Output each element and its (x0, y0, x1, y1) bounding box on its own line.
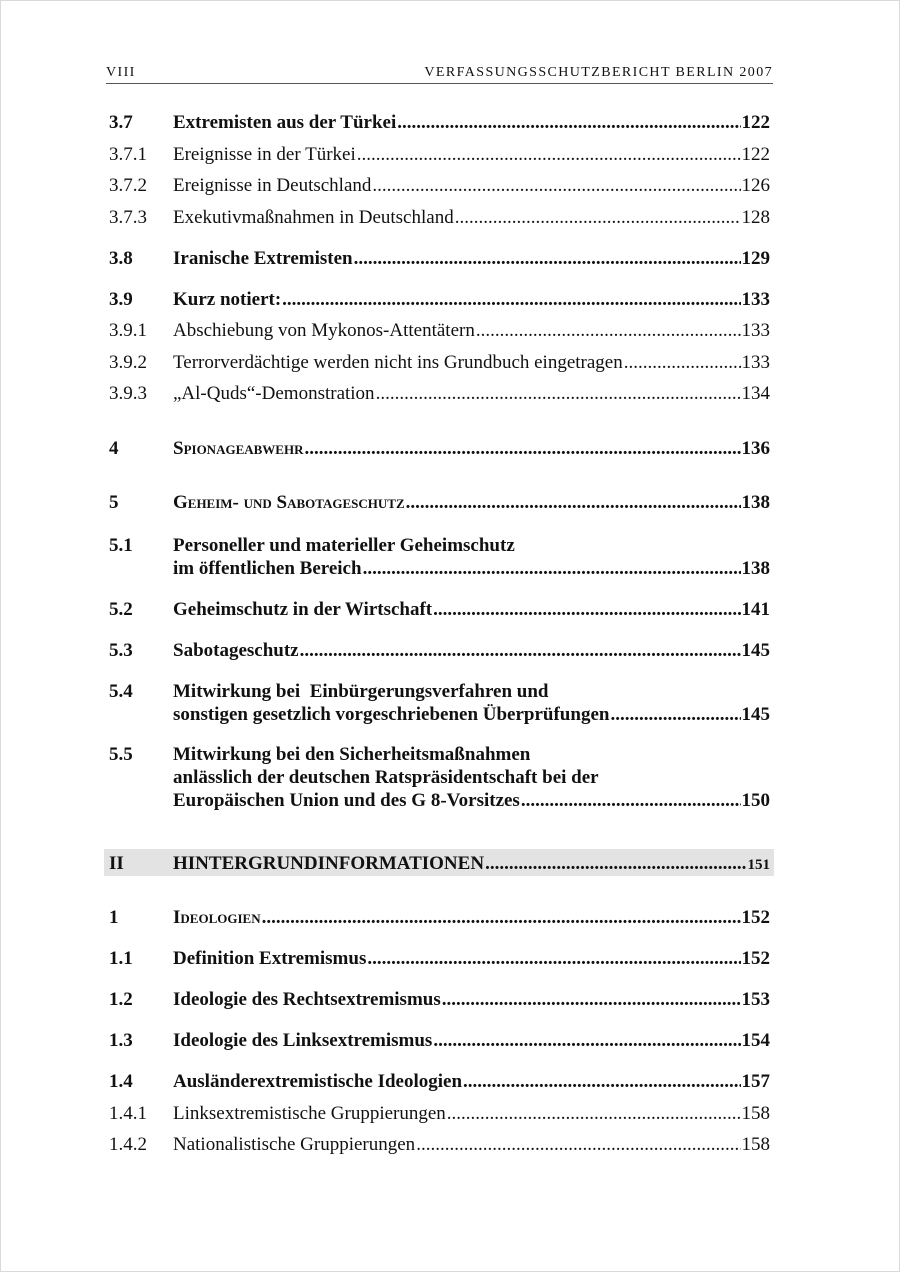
leader-dots (354, 247, 741, 270)
toc-number: 1.2 (109, 989, 133, 1010)
toc-title: Ausländerextremistische Ideologien (173, 1071, 463, 1092)
toc-page: 129 (741, 248, 770, 269)
leader-dots (397, 111, 740, 134)
toc-page: 145 (741, 640, 770, 661)
leader-dots (463, 1070, 740, 1093)
toc-title-line: Personeller und materieller Geheimschutz (173, 535, 515, 556)
toc-page: 154 (741, 1030, 770, 1051)
toc-number: II (109, 853, 124, 874)
toc-entry (106, 206, 770, 229)
toc-entry (106, 111, 770, 134)
toc-title: Linksextremistische Gruppierungen (173, 1103, 446, 1124)
toc-title: Exekutivmaßnahmen in Deutschland (173, 207, 454, 228)
toc-page: 122 (741, 112, 770, 133)
toc-entry (106, 1029, 770, 1052)
toc-number: 5.4 (109, 681, 133, 702)
toc-page: 152 (741, 948, 770, 969)
toc-page: 133 (741, 352, 770, 373)
toc-entry (106, 598, 770, 621)
leader-dots (367, 947, 740, 970)
toc-entry-line1 (106, 680, 770, 703)
toc-number: 1.1 (109, 948, 133, 969)
toc-entry (106, 988, 770, 1011)
toc-page: 158 (741, 1103, 770, 1124)
leader-dots (442, 988, 741, 1011)
leader-dots (433, 1029, 740, 1052)
toc-title: HINTERGRUNDINFORMATIONEN (173, 853, 485, 874)
leader-dots (282, 288, 740, 311)
leader-dots (455, 206, 741, 229)
leader-dots (433, 598, 740, 621)
toc-title: Ideologien (173, 907, 261, 928)
toc-page: 158 (741, 1134, 770, 1155)
toc-page: 152 (741, 907, 770, 928)
toc-page: 145 (741, 704, 770, 725)
toc-number: 1.4 (109, 1071, 133, 1092)
toc-title: Spionageabwehr (173, 438, 304, 459)
toc-page: 138 (741, 558, 770, 579)
toc-title: Ereignisse in Deutschland (173, 175, 372, 196)
toc-page: 133 (741, 289, 770, 310)
running-header (106, 61, 773, 84)
toc-entry-line1 (106, 743, 770, 766)
toc-entry (106, 288, 770, 311)
toc-title: Europäischen Union und des G 8-Vorsitzes (173, 790, 520, 811)
toc-title: Definition Extremismus (173, 948, 367, 969)
toc-entry (106, 491, 770, 514)
toc-number: 3.9.3 (109, 383, 147, 404)
toc-number: 1.3 (109, 1030, 133, 1051)
toc-title: Ideologie des Rechtsextremismus (173, 989, 441, 1010)
toc-entry (106, 1102, 770, 1125)
toc-title: „Al-Quds“-Demonstration (173, 383, 375, 404)
leader-dots (357, 143, 741, 166)
leader-dots (521, 789, 741, 812)
leader-dots (406, 491, 741, 514)
toc-entry (106, 143, 770, 166)
toc-entry (106, 174, 770, 197)
toc-entry (106, 1070, 770, 1093)
toc-page: 151 (747, 857, 770, 873)
leader-dots (372, 174, 740, 197)
toc-number: 5.5 (109, 744, 133, 765)
toc-entry-line2 (106, 766, 770, 789)
toc-page: 122 (741, 144, 770, 165)
toc-number: 3.7.2 (109, 175, 147, 196)
toc-number: 1 (109, 907, 119, 928)
toc-page: 126 (741, 175, 770, 196)
toc-number: 5.2 (109, 599, 133, 620)
running-title: VERFASSUNGSSCHUTZBERICHT BERLIN 2007 (424, 65, 773, 80)
toc-number: 5 (109, 492, 119, 513)
leader-dots (262, 906, 741, 929)
leader-dots (376, 382, 741, 405)
toc-entry (106, 947, 770, 970)
toc-entry (106, 703, 770, 726)
toc-entry (106, 319, 770, 342)
toc-entry (106, 1133, 770, 1156)
toc-number: 3.8 (109, 248, 133, 269)
toc-number: 3.9 (109, 289, 133, 310)
leader-dots (485, 852, 746, 875)
toc-page: 136 (741, 438, 770, 459)
toc-title: Iranische Extremisten (173, 248, 353, 269)
toc-number: 4 (109, 438, 119, 459)
toc-number: 1.4.2 (109, 1134, 147, 1155)
toc-title: Nationalistische Gruppierungen (173, 1134, 416, 1155)
toc-page: 153 (741, 989, 770, 1010)
leader-dots (476, 319, 741, 342)
toc-title: Ideologie des Linksextremismus (173, 1030, 433, 1051)
toc-page: 150 (741, 790, 770, 811)
toc-number: 3.7.3 (109, 207, 147, 228)
toc-title: Geheim- und Sabotageschutz (173, 492, 405, 513)
toc-number: 5.3 (109, 640, 133, 661)
page-number: VIII (106, 65, 136, 80)
toc-part-heading (106, 852, 770, 875)
toc-entry (106, 639, 770, 662)
leader-dots (300, 639, 741, 662)
toc-page: 133 (741, 320, 770, 341)
toc-page: 157 (741, 1071, 770, 1092)
leader-dots (416, 1133, 740, 1156)
leader-dots (304, 437, 740, 460)
leader-dots (447, 1102, 741, 1125)
toc-title: Abschiebung von Mykonos-Attentätern (173, 320, 475, 341)
toc-entry (106, 557, 770, 580)
toc-title: Kurz notiert: (173, 289, 282, 310)
toc-entry (106, 437, 770, 460)
toc-number: 1.4.1 (109, 1103, 147, 1124)
toc-title-line: Mitwirkung bei Einbürgerungsverfahren und (173, 681, 549, 702)
toc-title: Ereignisse in der Türkei (173, 144, 356, 165)
toc-page: 138 (741, 492, 770, 513)
toc-entry (106, 382, 770, 405)
toc-page: 128 (741, 207, 770, 228)
toc-entry (106, 906, 770, 929)
toc-title: sonstigen gesetzlich vorgeschriebenen Überprüfungen (173, 704, 610, 725)
toc-title: im öffentlichen Bereich (173, 558, 362, 579)
toc-entry (106, 351, 770, 374)
leader-dots (610, 703, 740, 726)
toc-title: Sabotageschutz (173, 640, 299, 661)
leader-dots (363, 557, 741, 580)
toc-title-line: Mitwirkung bei den Sicherheitsmaßnahmen (173, 744, 531, 765)
toc-number: 3.9.2 (109, 352, 147, 373)
toc-title-line: anlässlich der deutschen Ratspräsidentschaft bei der (173, 767, 599, 788)
leader-dots (624, 351, 741, 374)
toc-entry (106, 789, 770, 812)
toc-entry (106, 247, 770, 270)
toc-title: Terrorverdächtige werden nicht ins Grundbuch eingetragen (173, 352, 623, 373)
toc-title: Geheimschutz in der Wirtschaft (173, 599, 433, 620)
toc-page: 141 (741, 599, 770, 620)
toc-number: 5.1 (109, 535, 133, 556)
toc-number: 3.7.1 (109, 144, 147, 165)
toc-title: Extremisten aus der Türkei (173, 112, 397, 133)
toc-page: 134 (741, 383, 770, 404)
toc-entry-line1 (106, 534, 770, 557)
toc-number: 3.7 (109, 112, 133, 133)
toc-number: 3.9.1 (109, 320, 147, 341)
